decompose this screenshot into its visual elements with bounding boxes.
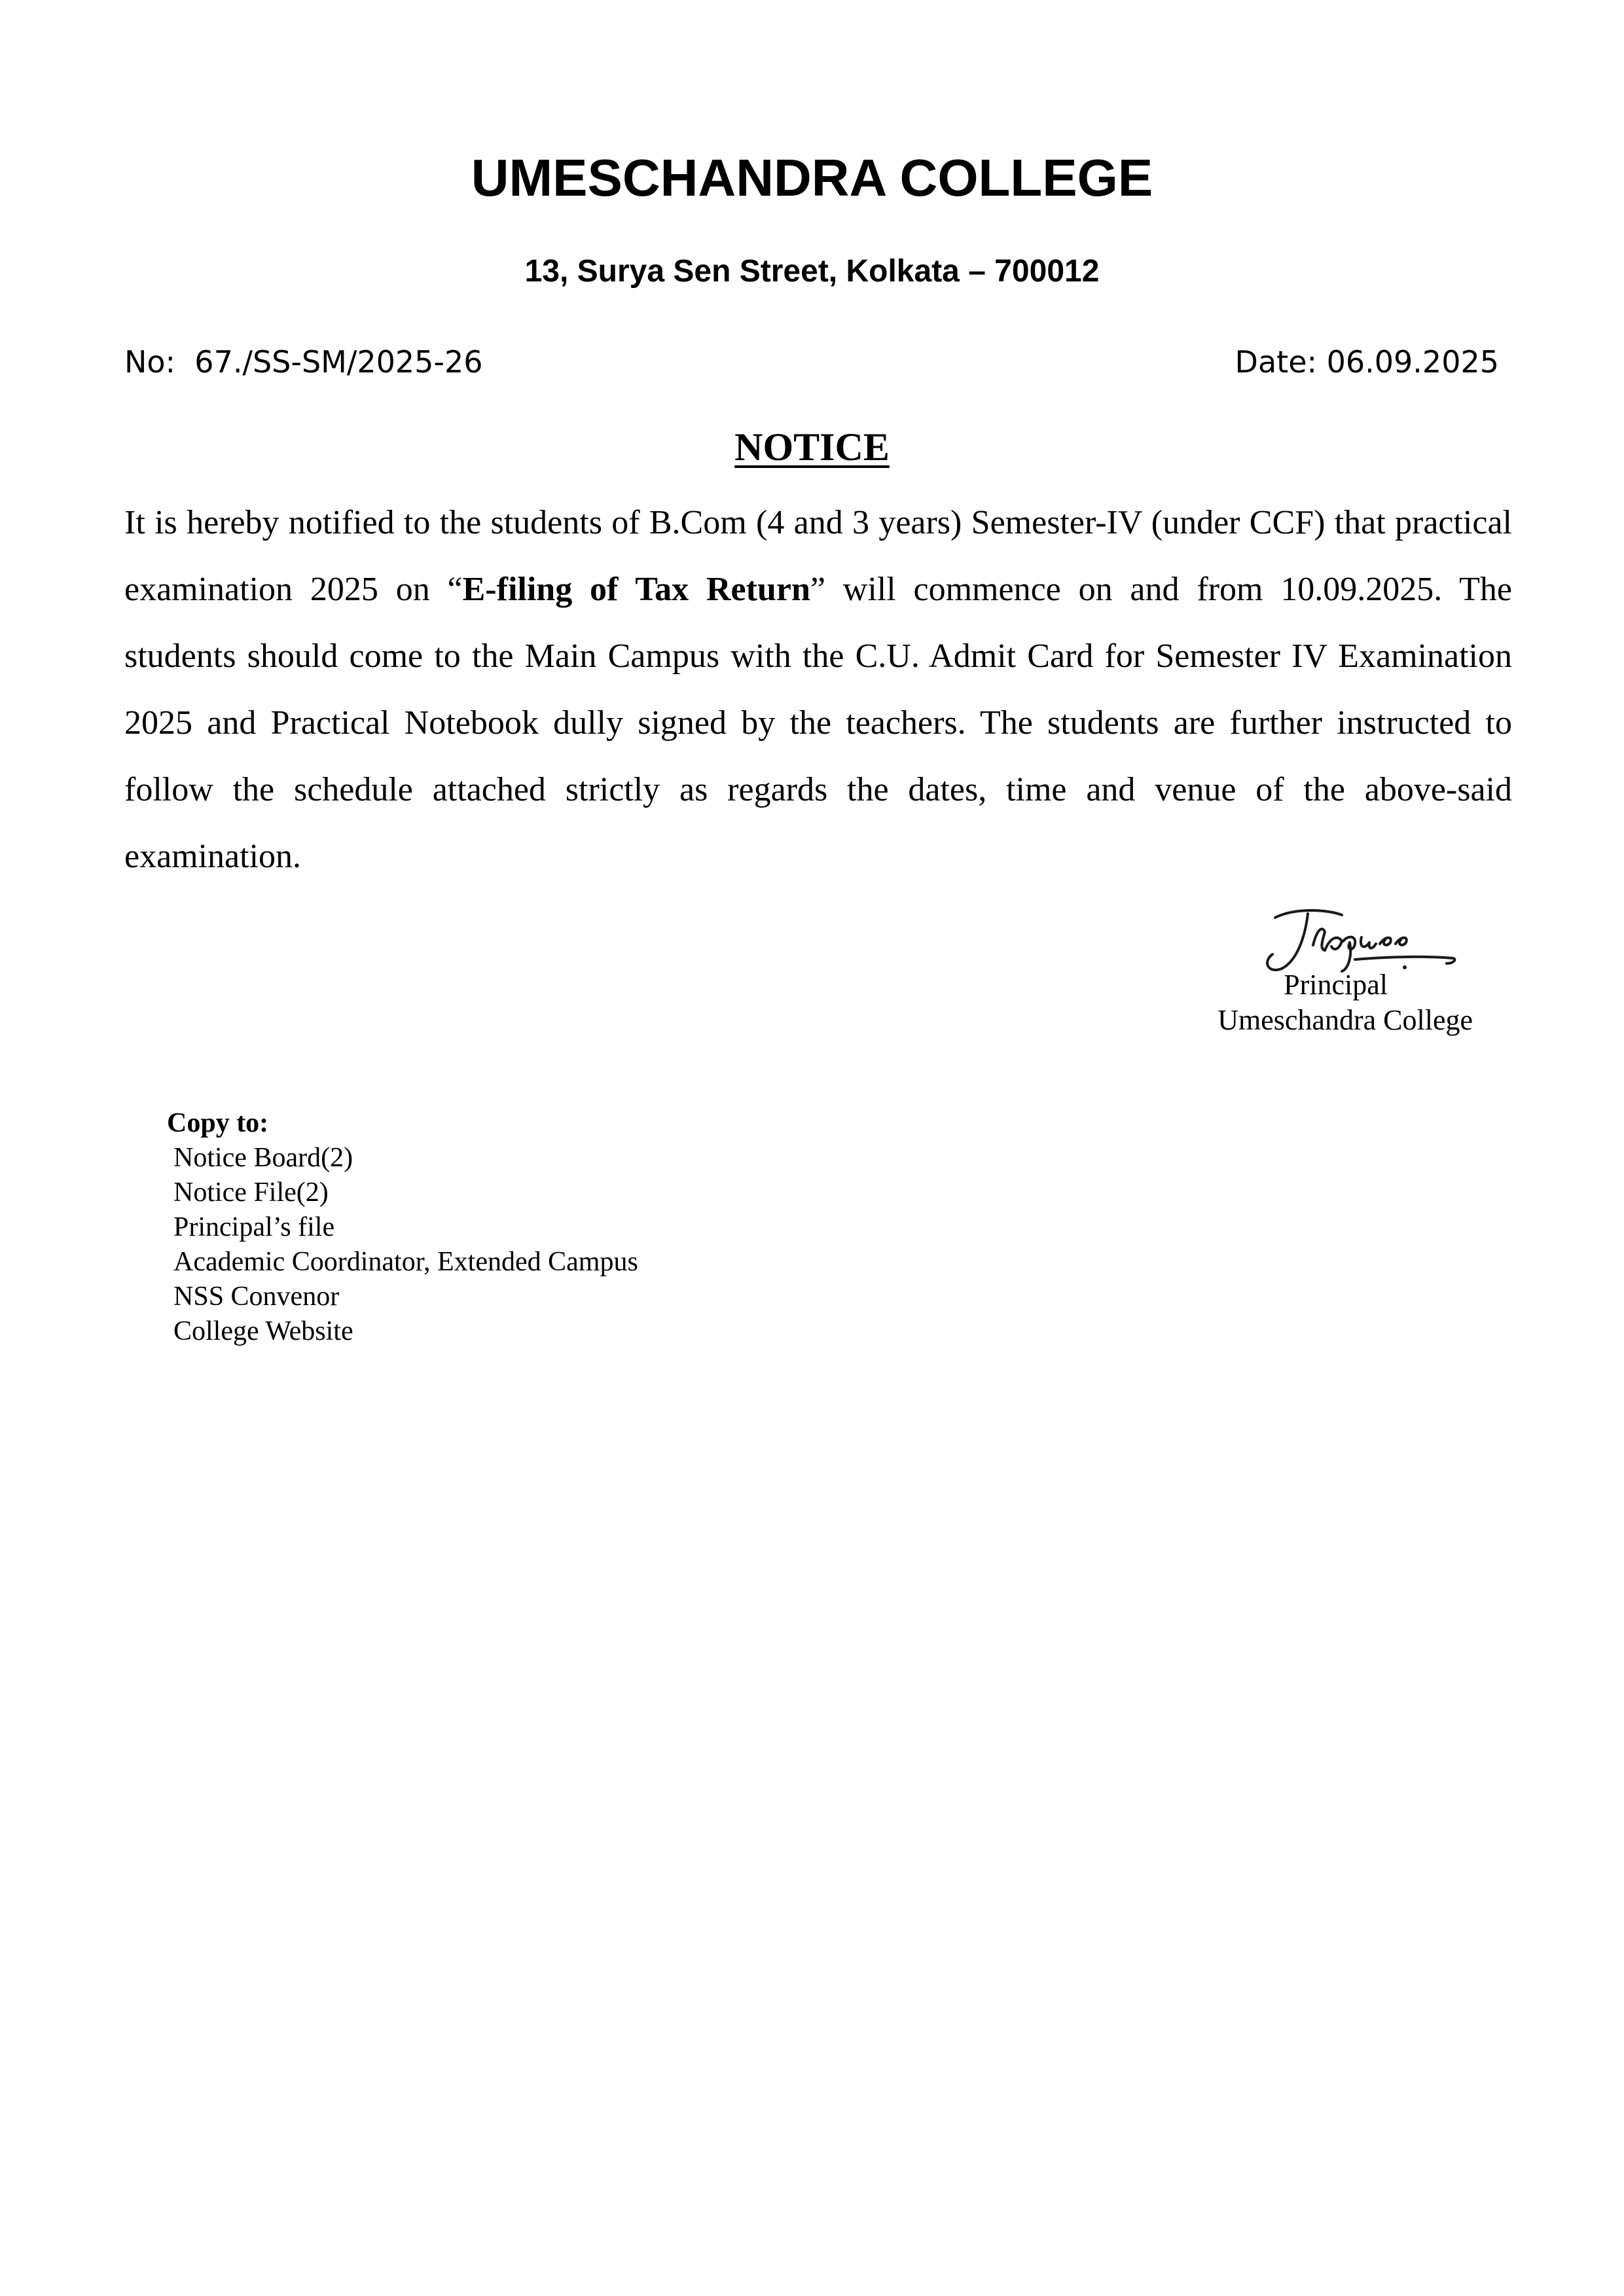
signatory-organization: Umeschandra College — [1218, 1004, 1473, 1036]
notice-body-text-1: It is hereby notified to the students of B.Com (4 and 3 years) Semester-IV (under CCF) that practical examination 2025 on “ — [124, 504, 1512, 608]
copy-to-item: Academic Coordinator, Extended Campus — [173, 1247, 638, 1277]
notice-body-emphasis: E-filing of Tax Return — [462, 571, 810, 608]
notice-heading: NOTICE — [734, 425, 890, 469]
copy-to-title: Copy to: — [167, 1108, 269, 1138]
notice-body-text-2: ” will commence on and from 10.09.2025. The students should come to the Main Campus with the C.U. Admit Card for Semester IV Examination 2025 and Practical Notebook dully signed by the teachers. The students are further instructed to follow the schedule attached strictly as regards the dates, time and venue of the above-said examination. — [124, 571, 1512, 875]
notice-date: Date: 06.09.2025 — [1235, 344, 1499, 380]
college-name: UMESCHANDRA COLLEGE — [471, 149, 1153, 207]
signatory-role: Principal — [1284, 969, 1388, 1001]
copy-to-section — [167, 1106, 638, 1349]
reference-number: No: 67./SS-SM/2025-26 — [124, 344, 483, 380]
copy-to-item: Notice File(2) — [173, 1177, 329, 1208]
copy-to-item: NSS Convenor — [173, 1282, 340, 1312]
college-address: 13, Surya Sen Street, Kolkata – 700012 — [524, 254, 1100, 289]
notice-body — [124, 490, 1512, 890]
copy-to-item: Notice Board(2) — [173, 1143, 353, 1173]
copy-to-item: Principal’s file — [173, 1212, 335, 1242]
reference-row — [124, 339, 1499, 385]
copy-to-item: College Website — [173, 1316, 353, 1346]
copy-to-list — [167, 1141, 638, 1349]
